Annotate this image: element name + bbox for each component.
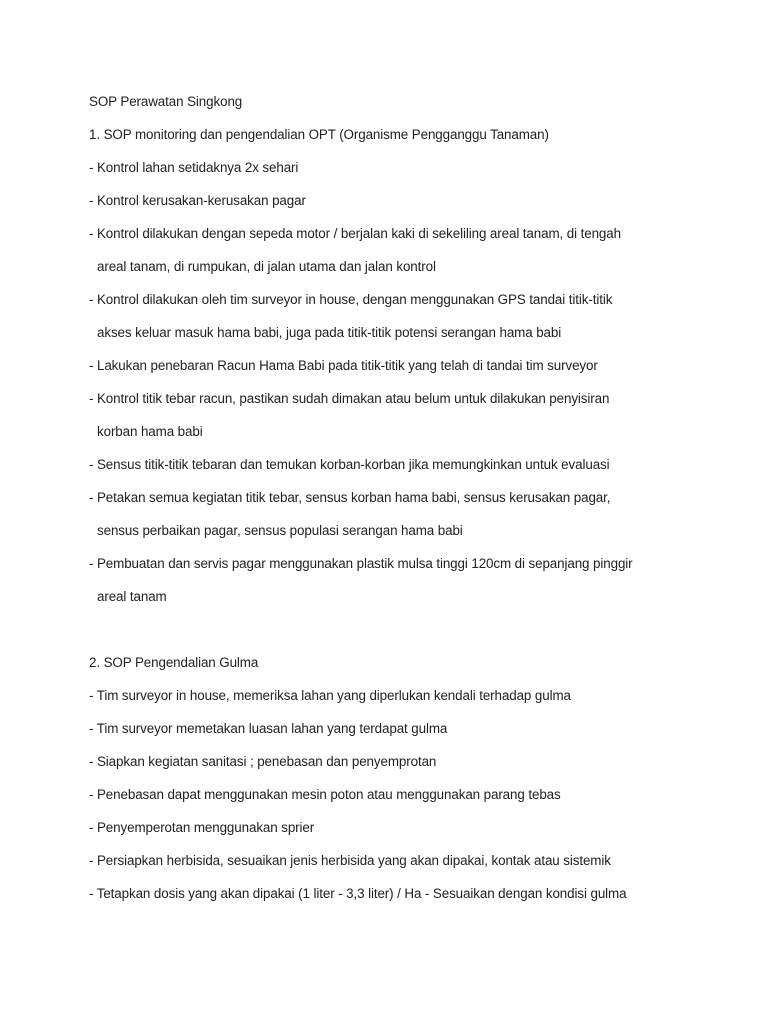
section-2-line-7: - Tetapkan dosis yang akan dipakai (1 liter - 3,3 liter) / Ha - Sesuaikan dengan kondisi gulma (89, 886, 627, 901)
section-1-line-6: akses keluar masuk hama babi, juga pada titik-titik potensi serangan hama babi (97, 325, 562, 340)
section-1-line-1: - Kontrol lahan setidaknya 2x sehari (89, 160, 299, 175)
section-2-line-1: - Tim surveyor in house, memeriksa lahan yang diperlukan kendali terhadap gulma (89, 688, 571, 703)
section-2-line-4: - Penebasan dapat menggunakan mesin poton atau menggunakan parang tebas (89, 787, 561, 802)
section-1-line-8: - Kontrol titik tebar racun, pastikan sudah dimakan atau belum untuk dilakukan penyisiran (89, 391, 610, 406)
section-1-line-9: korban hama babi (97, 424, 203, 439)
section-2-line-2: - Tim surveyor memetakan luasan lahan yang terdapat gulma (89, 721, 448, 736)
section-2-heading: 2. SOP Pengendalian Gulma (89, 655, 259, 670)
section-1-line-5: - Kontrol dilakukan oleh tim surveyor in house, dengan menggunakan GPS tandai titik-titik (89, 292, 613, 307)
section-2-line-5: - Penyemperotan menggunakan sprier (89, 820, 315, 835)
section-2-line-3: - Siapkan kegiatan sanitasi ; penebasan dan penyemprotan (89, 754, 437, 769)
document-body (89, 92, 709, 917)
section-1-line-13: - Pembuatan dan servis pagar menggunakan plastik mulsa tinggi 120cm di sepanjang pinggir (89, 556, 633, 571)
section-1-heading: 1. SOP monitoring dan pengendalian OPT (Organisme Pengganggu Tanaman) (89, 127, 549, 142)
section-1-line-12: sensus perbaikan pagar, sensus populasi serangan hama babi (97, 523, 463, 538)
section-1-line-3: - Kontrol dilakukan dengan sepeda motor / berjalan kaki di sekeliling areal tanam, di tengah (89, 226, 621, 241)
section-spacer (89, 620, 709, 653)
section-1-line-14: areal tanam (97, 589, 167, 604)
section-1-line-11: - Petakan semua kegiatan titik tebar, sensus korban hama babi, sensus kerusakan pagar, (89, 490, 611, 505)
section-1-line-4: areal tanam, di rumpukan, di jalan utama dan jalan kontrol (97, 259, 436, 274)
section-1-line-2: - Kontrol kerusakan-kerusakan pagar (89, 193, 306, 208)
document-title: SOP Perawatan Singkong (89, 94, 243, 109)
section-2-line-6: - Persiapkan herbisida, sesuaikan jenis herbisida yang akan dipakai, kontak atau sistemik (89, 853, 611, 868)
section-1-line-10: - Sensus titik-titik tebaran dan temukan korban-korban jika memungkinkan untuk evaluasi (89, 457, 610, 472)
section-1-line-7: - Lakukan penebaran Racun Hama Babi pada titik-titik yang telah di tandai tim surveyor (89, 358, 598, 373)
